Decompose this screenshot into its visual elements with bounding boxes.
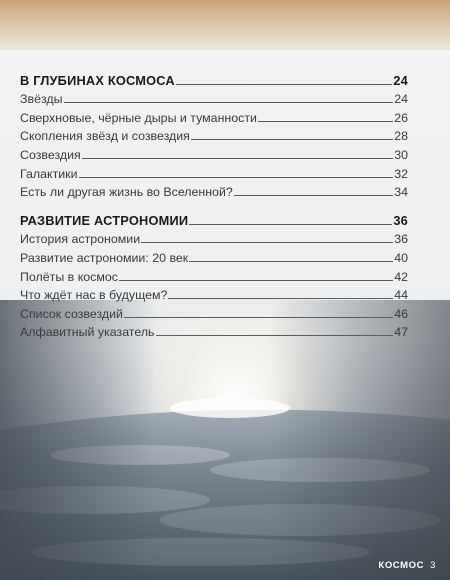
dot-leader	[141, 242, 393, 243]
page-number: 46	[394, 306, 408, 321]
dot-leader	[82, 158, 393, 159]
toc-entry[interactable]	[20, 228, 408, 247]
entry-title: Галактики	[20, 166, 78, 181]
dot-leader	[156, 335, 394, 336]
dot-leader	[119, 280, 393, 281]
page-number: 42	[394, 269, 408, 284]
page-number: 36	[393, 212, 408, 228]
entry-title: Созвездия	[20, 147, 81, 162]
dot-leader	[258, 121, 393, 122]
toc-section-heading[interactable]	[20, 69, 408, 88]
dot-leader	[189, 224, 392, 225]
entry-title: Есть ли другая жизнь во Вселенной?	[20, 185, 233, 200]
section-title: В ГЛУБИНАХ КОСМОСА	[20, 72, 175, 88]
section-gap	[20, 199, 408, 209]
page-number: 44	[394, 288, 408, 303]
toc-entry[interactable]	[20, 246, 408, 265]
page-number: 30	[394, 147, 408, 162]
section-title: РАЗВИТИЕ АСТРОНОМИИ	[20, 212, 189, 228]
entry-title: Что ждёт нас в будущем?	[20, 288, 168, 303]
page-number: 36	[394, 232, 408, 247]
entry-title: Алфавитный указатель	[20, 325, 155, 340]
page-number: 28	[394, 129, 408, 144]
toc-entry[interactable]	[20, 162, 408, 181]
page-number: 24	[393, 72, 408, 88]
toc-entry[interactable]	[20, 181, 408, 200]
dot-leader	[189, 261, 393, 262]
entry-title: Список созвездий	[20, 306, 123, 321]
entry-title: Скопления звёзд и созвездия	[20, 129, 190, 144]
entry-title: Сверхновые, чёрные дыры и туманности	[20, 110, 257, 125]
dot-leader	[176, 84, 393, 85]
dot-leader	[191, 139, 393, 140]
toc-entry[interactable]	[20, 125, 408, 144]
dot-leader	[234, 195, 393, 196]
entry-title: Звёзды	[20, 92, 63, 107]
page-number: 40	[394, 250, 408, 265]
toc-entry[interactable]	[20, 302, 408, 321]
toc-entry[interactable]	[20, 265, 408, 284]
page-number: 26	[394, 110, 408, 125]
entry-title: Полёты в космос	[20, 269, 118, 284]
footer-title: КОСМОС	[378, 560, 425, 571]
toc-entry[interactable]	[20, 106, 408, 125]
toc-entry[interactable]	[20, 284, 408, 303]
toc-entry[interactable]	[20, 88, 408, 107]
page-number: 34	[394, 185, 408, 200]
toc-entry[interactable]	[20, 143, 408, 162]
page-number: 24	[394, 92, 408, 107]
table-of-contents	[20, 69, 408, 339]
footer-page-number: 3	[430, 560, 436, 571]
toc-section-heading[interactable]	[20, 209, 408, 228]
dot-leader	[79, 177, 394, 178]
page-number: 32	[394, 166, 408, 181]
page-footer	[378, 560, 436, 571]
page-number: 47	[394, 325, 408, 340]
dot-leader	[124, 317, 393, 318]
entry-title: История астрономии	[20, 232, 141, 247]
entry-title: Развитие астрономии: 20 век	[20, 250, 189, 265]
dot-leader	[168, 298, 393, 299]
toc-entry[interactable]	[20, 321, 408, 340]
dot-leader	[64, 102, 394, 103]
